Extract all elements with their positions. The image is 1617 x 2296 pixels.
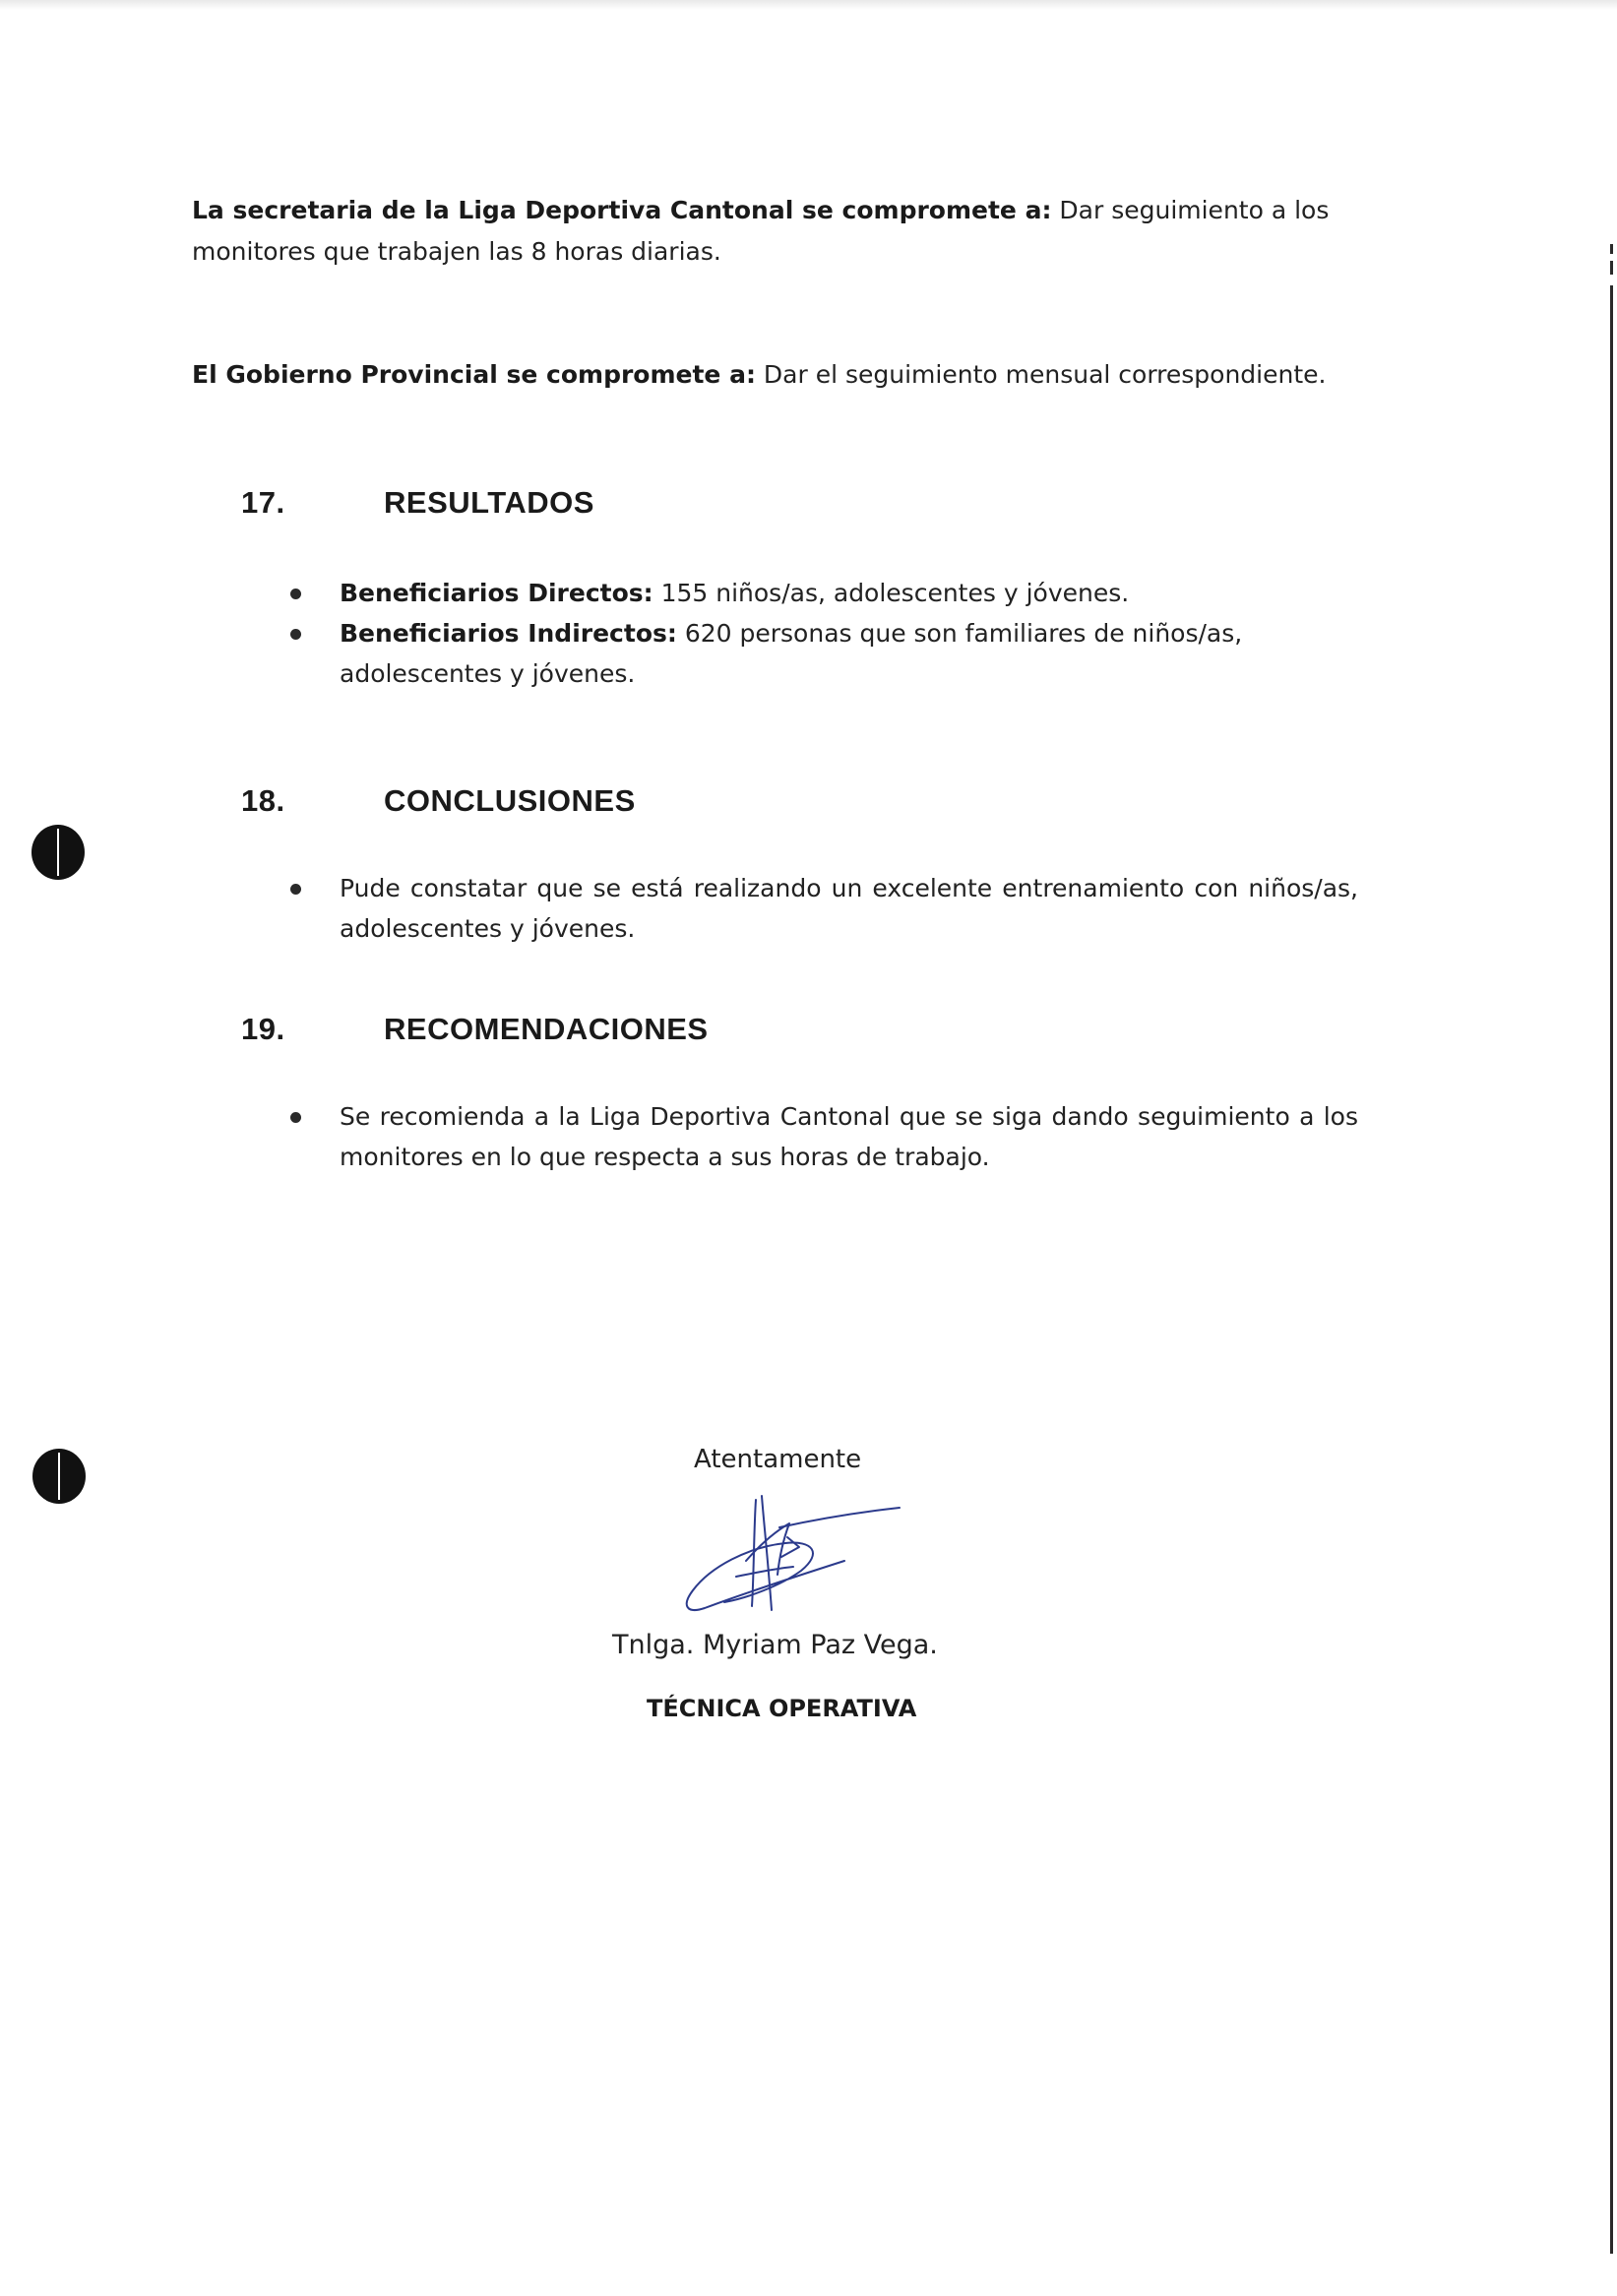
section-title: RECOMENDACIONES	[384, 1012, 709, 1046]
section-title: CONCLUSIONES	[384, 783, 636, 818]
list-item	[290, 573, 1358, 613]
section-number: 18.	[241, 783, 285, 818]
item-text: 620 personas que son familiares de niños/as, adolescentes y jóvenes.	[340, 619, 1243, 688]
commitment-gobierno	[192, 354, 1358, 396]
item-lead: Beneficiarios Directos:	[340, 579, 653, 607]
section-number: 17.	[241, 485, 285, 520]
commitment-secretaria	[192, 190, 1358, 273]
scan-edge-line	[1610, 285, 1613, 2254]
commitment-text: Dar seguimiento a los monitores que trabajen las 8 horas diarias.	[192, 196, 1330, 266]
bullet-icon	[290, 884, 301, 895]
recommendations-list	[290, 1096, 1358, 1177]
item-text: Se recomienda a la Liga Deportiva Cantonal que se siga dando seguimiento a los monitores en lo que respecta a sus horas de trabajo.	[340, 1102, 1358, 1171]
commitment-lead: La secretaria de la Liga Deportiva Cantonal se compromete a:	[192, 196, 1052, 224]
bullet-icon	[290, 629, 301, 640]
scan-edge-mark	[1610, 244, 1613, 254]
results-list	[290, 573, 1358, 694]
item-text: Pude constatar que se está realizando un excelente entrenamiento con niños/as, adolescentes y jóvenes.	[340, 874, 1358, 943]
punch-hole	[31, 825, 85, 880]
signature-icon	[677, 1488, 905, 1626]
closing-salutation: Atentamente	[694, 1445, 862, 1474]
list-item	[290, 1096, 1358, 1177]
conclusions-list	[290, 868, 1358, 949]
bullet-icon	[290, 1112, 301, 1123]
commitment-text: Dar el seguimiento mensual correspondiente.	[755, 360, 1327, 389]
punch-hole	[32, 1449, 86, 1504]
signer-role: TÉCNICA OPERATIVA	[647, 1695, 917, 1722]
section-title: RESULTADOS	[384, 485, 594, 520]
list-item	[290, 868, 1358, 949]
section-number: 19.	[241, 1012, 285, 1046]
list-item	[290, 613, 1358, 694]
signer-name: Tnlga. Myriam Paz Vega.	[612, 1630, 938, 1660]
scan-edge-mark	[1610, 261, 1613, 275]
bullet-icon	[290, 589, 301, 599]
item-lead: Beneficiarios Indirectos:	[340, 619, 677, 648]
item-text: 155 niños/as, adolescentes y jóvenes.	[653, 579, 1130, 607]
scan-shadow	[0, 0, 1617, 10]
commitment-lead: El Gobierno Provincial se compromete a:	[192, 360, 756, 389]
